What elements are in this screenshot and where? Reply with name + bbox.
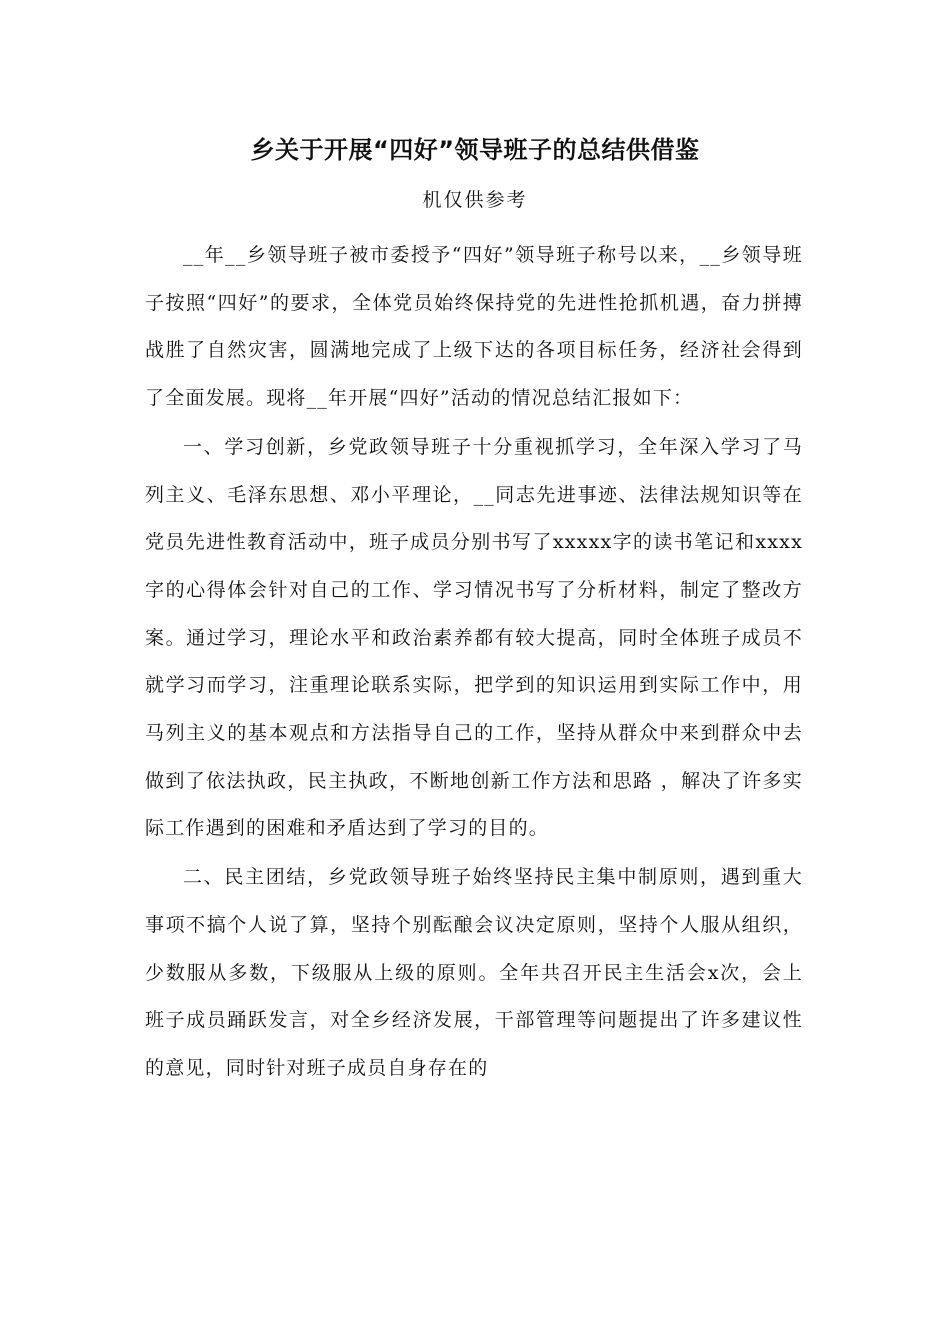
- document-body: [145, 232, 803, 1094]
- document-title: 乡关于开展“四好”领导班子的总结供借鉴: [250, 136, 700, 164]
- paragraph-learning-innovation: 一、学习创新，乡党政领导班子十分重视抓学习，全年深入学习了马列主义、毛泽东思想、邓小平理论，__同志先进事迹、法律法规知识等在党员先进性教育活动中，班子成员分别书写了xxxxx字的读书笔记和xxxx字的心得体会针对自己的工作、学习情况书写了分析材料，制定了整改方案。通过学习，理论水平和政治素养都有较大提高，同时全体班子成员不就学习而学习，注重理论联系实际，把学到的知识运用到实际工作中，用马列主义的基本观点和方法指导自己的工作，坚持从群众中来到群众中去做到了依法执政，民主执政，不断地创新工作方法和思路 ，解决了许多实际工作遇到的困难和矛盾达到了学习的目的。: [145, 435, 803, 840]
- paragraph-democratic-unity: 二、民主团结，乡党政领导班子始终坚持民主集中制原则，遇到重大事项不搞个人说了算，坚持个别酝酿会议决定原则，坚持个人服从组织，少数服从多数，下级服从上级的原则。全年共召开民主生活会x次，会上班子成员踊跃发言，对全乡经济发展，干部管理等问题提出了许多建议性的意见，同时针对班子成员自身存在的: [145, 866, 803, 1079]
- document-subtitle: 机仅供参考: [422, 189, 528, 211]
- paragraph-intro: __年__乡领导班子被市委授予“四好”领导班子称号以来，__乡领导班子按照“四好”的要求，全体党员始终保持党的先进性抢抓机遇，奋力拼搏战胜了自然灾害，圆满地完成了上级下达的各项目标任务，经济社会得到了全面发展。现将__年开展“四好”活动的情况总结汇报如下：: [145, 244, 803, 410]
